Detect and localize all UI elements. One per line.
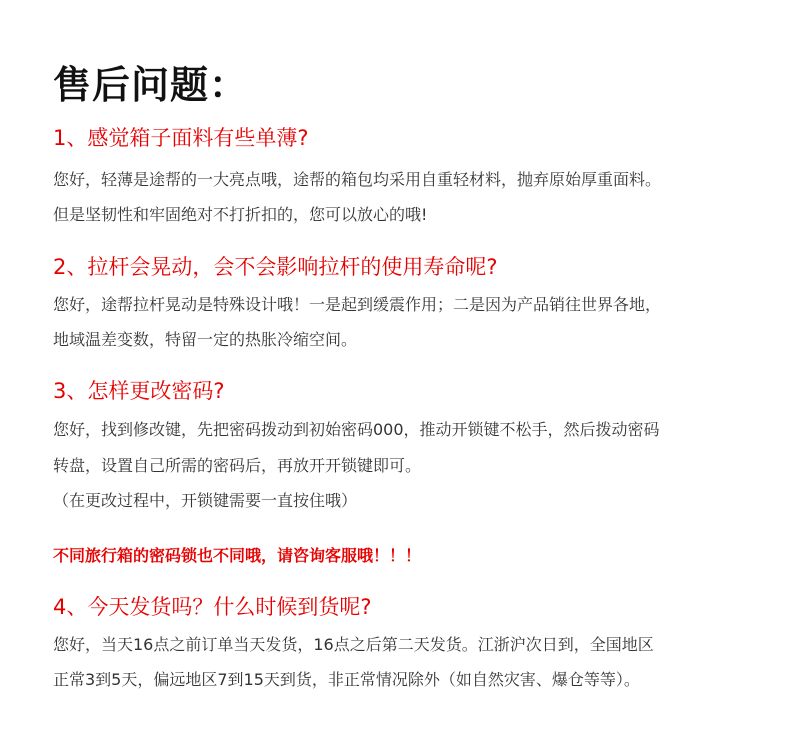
question-4: 4、今天发货吗？什么时候到货呢?	[53, 595, 372, 619]
answer-4-line-1: 您好，当天16点之前订单当天发货，16点之后第二天发货。江浙沪次日到，全国地区	[53, 635, 654, 654]
question-2: 2、拉杆会晃动，会不会影响拉杆的使用寿命呢?	[53, 255, 498, 279]
answer-2-line-2: 地域温差变数，特留一定的热胀冷缩空间。	[53, 330, 358, 349]
answer-3-line-1: 您好，找到修改键，先把密码拨动到初始密码000，推动开锁键不松手，然后拨动密码	[53, 420, 660, 439]
answer-1-line-1: 您好，轻薄是途帮的一大亮点哦，途帮的箱包均采用自重轻材料，抛弃原始厚重面料。	[53, 170, 662, 189]
answer-3-line-3: （在更改过程中，开锁键需要一直按住哦）	[53, 491, 358, 510]
question-1: 1、感觉箱子面料有些单薄?	[53, 126, 309, 150]
answer-1-line-2: 但是坚韧性和牢固绝对不打折扣的，您可以放心的哦!	[53, 205, 428, 224]
question-3: 3、怎样更改密码?	[53, 379, 225, 403]
answer-3-line-2: 转盘，设置自己所需的密码后，再放开开锁键即可。	[53, 456, 422, 475]
warning-note: 不同旅行箱的密码锁也不同哦，请咨询客服哦！！！	[53, 546, 422, 565]
answer-2-line-1: 您好，途帮拉杆晃动是特殊设计哦！一是起到缓震作用；二是因为产品销往世界各地，	[53, 295, 662, 314]
answer-4-line-2: 正常3到5天，偏远地区7到15天到货，非正常情况除外（如自然灾害、爆仓等等）。	[53, 670, 640, 689]
page-title: 售后问题：	[53, 63, 249, 107]
